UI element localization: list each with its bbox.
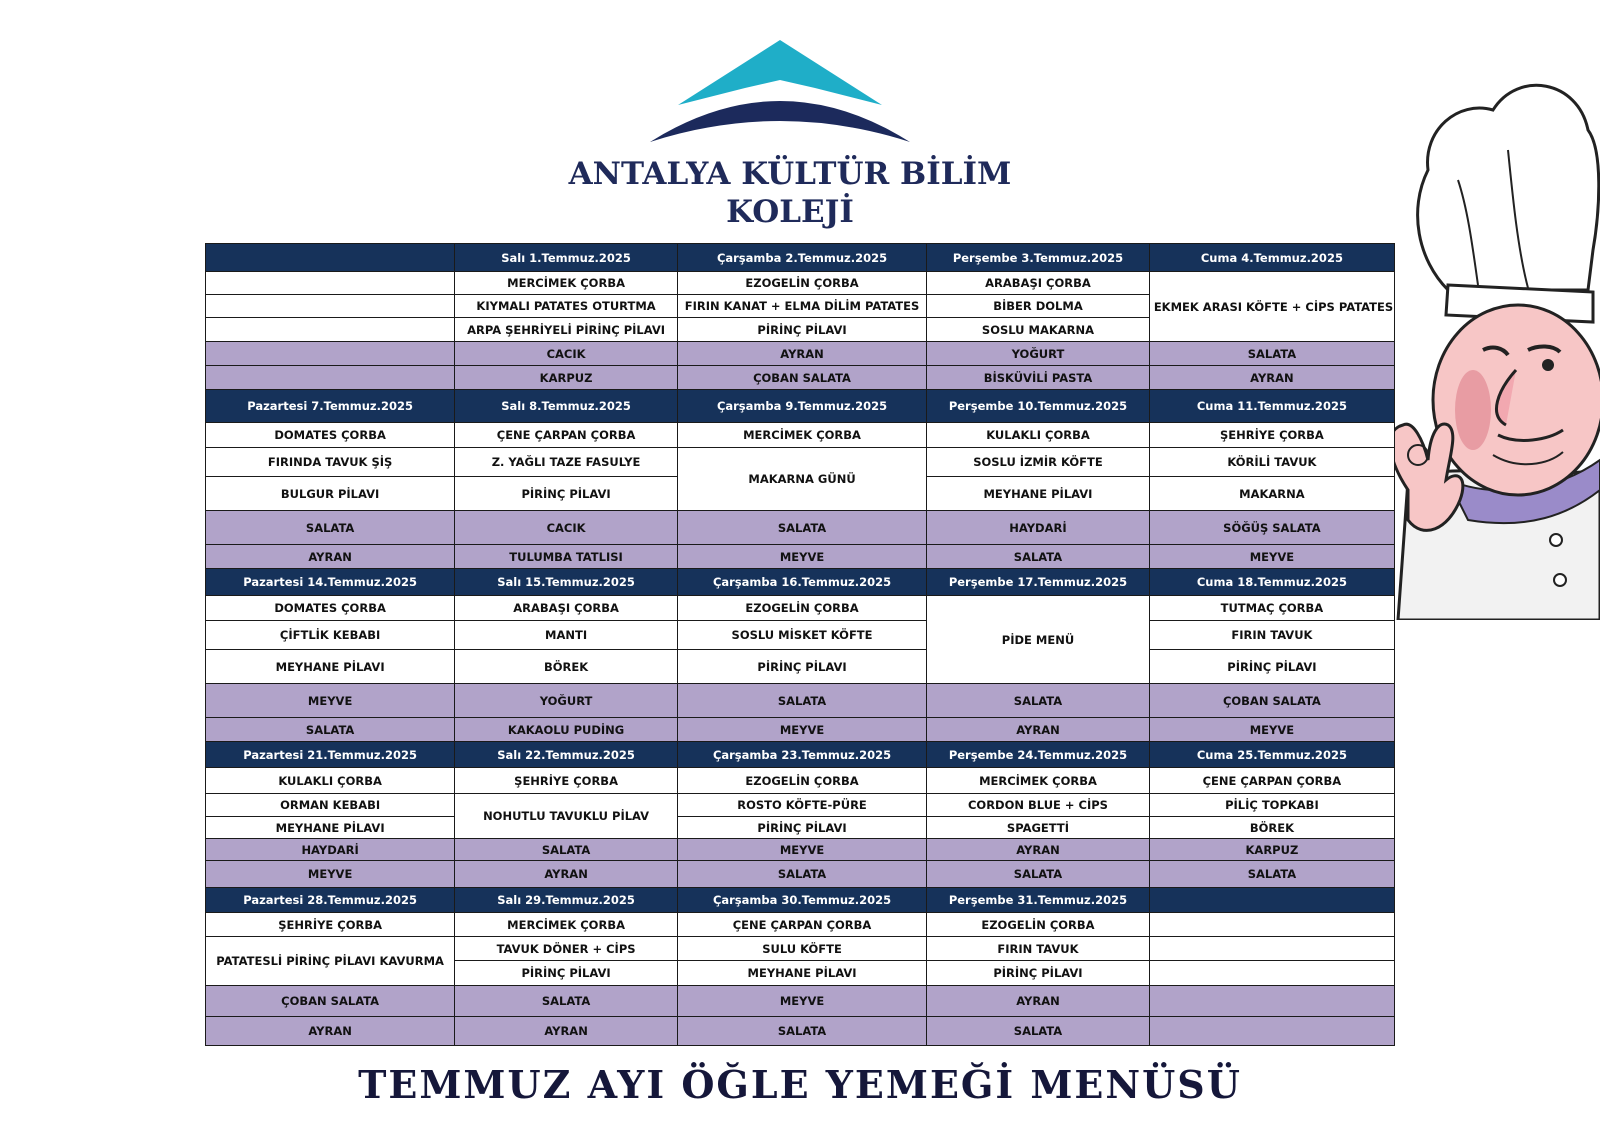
week-2-side2-row	[206, 545, 1395, 569]
menu-cell: SALATA	[1149, 342, 1394, 366]
menu-cell-merged: NOHUTLU TAVUKLU PİLAV	[455, 794, 678, 839]
menu-cell: MERCİMEK ÇORBA	[677, 423, 926, 448]
menu-cell: CACIK	[455, 511, 678, 545]
week-4-third-row	[206, 817, 1395, 839]
menu-cell: PİRİNÇ PİLAVI	[927, 961, 1150, 986]
menu-cell: FIRINDA TAVUK ŞİŞ	[206, 448, 455, 477]
week-2-side1-row	[206, 511, 1395, 545]
menu-cell: PİRİNÇ PİLAVI	[455, 961, 678, 986]
day-header: Cuma 25.Temmuz.2025	[1149, 742, 1394, 768]
week-3-soup-row	[206, 596, 1395, 621]
week-4-side2-row	[206, 861, 1395, 888]
menu-cell: SALATA	[677, 861, 926, 888]
menu-cell	[1149, 913, 1394, 937]
menu-cell: FIRIN TAVUK	[1149, 621, 1394, 650]
menu-cell: SALATA	[927, 545, 1150, 569]
menu-cell: SALATA	[927, 1017, 1150, 1046]
week-3-side2-row	[206, 718, 1395, 742]
menu-cell-merged: PATATESLİ PİRİNÇ PİLAVI KAVURMA	[206, 937, 455, 986]
menu-cell: ARABAŞI ÇORBA	[927, 272, 1150, 295]
week-4-side1-row	[206, 839, 1395, 861]
menu-cell: PİRİNÇ PİLAVI	[455, 477, 678, 511]
day-header: Perşembe 3.Temmuz.2025	[927, 244, 1150, 272]
menu-cell: Z. YAĞLI TAZE FASULYE	[455, 448, 678, 477]
menu-cell: MEYVE	[206, 861, 455, 888]
day-header: Salı 29.Temmuz.2025	[455, 888, 678, 913]
menu-cell: MERCİMEK ÇORBA	[455, 272, 678, 295]
day-header: Salı 8.Temmuz.2025	[455, 390, 678, 423]
menu-cell: PİRİNÇ PİLAVI	[1149, 650, 1394, 684]
menu-cell: AYRAN	[927, 718, 1150, 742]
menu-cell: AYRAN	[927, 839, 1150, 861]
menu-cell: MANTI	[455, 621, 678, 650]
menu-cell: KAKAOLU PUDİNG	[455, 718, 678, 742]
menu-cell: SALATA	[1149, 861, 1394, 888]
menu-cell: ÇOBAN SALATA	[677, 366, 926, 390]
week-2-main-row	[206, 448, 1395, 477]
menu-cell: ŞEHRİYE ÇORBA	[206, 913, 455, 937]
menu-cell: EZOGELİN ÇORBA	[677, 596, 926, 621]
day-header: Salı 22.Temmuz.2025	[455, 742, 678, 768]
day-header: Pazartesi 14.Temmuz.2025	[206, 569, 455, 596]
menu-cell: KÖRİLİ TAVUK	[1149, 448, 1394, 477]
week-3-third-row	[206, 650, 1395, 684]
menu-cell: ŞEHRİYE ÇORBA	[455, 768, 678, 794]
menu-table	[205, 243, 1395, 1046]
menu-cell: KARPUZ	[1149, 839, 1394, 861]
menu-cell: PİRİNÇ PİLAVI	[677, 318, 926, 342]
menu-cell: AYRAN	[1149, 366, 1394, 390]
menu-cell: MEYVE	[1149, 545, 1394, 569]
day-header: Perşembe 24.Temmuz.2025	[927, 742, 1150, 768]
menu-cell: BULGUR PİLAVI	[206, 477, 455, 511]
day-header: Pazartesi 7.Temmuz.2025	[206, 390, 455, 423]
menu-cell	[1149, 986, 1394, 1017]
day-header: Cuma 18.Temmuz.2025	[1149, 569, 1394, 596]
menu-cell: KARPUZ	[455, 366, 678, 390]
menu-cell	[1149, 937, 1394, 961]
menu-cell: SALATA	[455, 839, 678, 861]
menu-cell: BÖREK	[455, 650, 678, 684]
menu-cell	[206, 272, 455, 295]
menu-cell: CORDON BLUE + CİPS	[927, 794, 1150, 817]
menu-cell: AYRAN	[206, 1017, 455, 1046]
menu-cell: YOĞURT	[455, 684, 678, 718]
menu-cell	[206, 342, 455, 366]
menu-cell: MEYVE	[677, 986, 926, 1017]
menu-cell: MERCİMEK ÇORBA	[455, 913, 678, 937]
menu-cell: ARABAŞI ÇORBA	[455, 596, 678, 621]
menu-cell: SPAGETTİ	[927, 817, 1150, 839]
menu-cell: BÖREK	[1149, 817, 1394, 839]
menu-cell: SALATA	[206, 511, 455, 545]
menu-cell: MEYVE	[677, 718, 926, 742]
day-header: Çarşamba 23.Temmuz.2025	[677, 742, 926, 768]
menu-cell: SÖĞÜŞ SALATA	[1149, 511, 1394, 545]
day-header	[206, 244, 455, 272]
week-4-soup-row	[206, 768, 1395, 794]
day-header: Cuma 4.Temmuz.2025	[1149, 244, 1394, 272]
menu-cell-merged: PİDE MENÜ	[927, 596, 1150, 684]
menu-cell-merged: MAKARNA GÜNÜ	[677, 448, 926, 511]
menu-cell: KIYMALI PATATES OTURTMA	[455, 295, 678, 318]
menu-cell: TUTMAÇ ÇORBA	[1149, 596, 1394, 621]
menu-cell: PİLİÇ TOPKABI	[1149, 794, 1394, 817]
menu-cell: MEYVE	[206, 684, 455, 718]
day-header: Çarşamba 9.Temmuz.2025	[677, 390, 926, 423]
day-header: Cuma 11.Temmuz.2025	[1149, 390, 1394, 423]
day-header: Pazartesi 21.Temmuz.2025	[206, 742, 455, 768]
day-header: Çarşamba 30.Temmuz.2025	[677, 888, 926, 913]
day-header: Perşembe 17.Temmuz.2025	[927, 569, 1150, 596]
menu-cell: ÇOBAN SALATA	[206, 986, 455, 1017]
week-1-side1-row	[206, 342, 1395, 366]
day-header: Salı 1.Temmuz.2025	[455, 244, 678, 272]
menu-cell: MERCİMEK ÇORBA	[927, 768, 1150, 794]
week-3-side1-row	[206, 684, 1395, 718]
logo-roof-teal	[678, 40, 882, 105]
menu-cell: FIRIN TAVUK	[927, 937, 1150, 961]
menu-cell: SALATA	[677, 684, 926, 718]
menu-cell: MEYHANE PİLAVI	[677, 961, 926, 986]
menu-cell: HAYDARİ	[927, 511, 1150, 545]
menu-cell: MEYHANE PİLAVI	[206, 650, 455, 684]
week-1-soup-row	[206, 272, 1395, 295]
menu-cell: SULU KÖFTE	[677, 937, 926, 961]
menu-cell: MAKARNA	[1149, 477, 1394, 511]
day-header: Çarşamba 2.Temmuz.2025	[677, 244, 926, 272]
menu-cell	[206, 318, 455, 342]
day-header: Perşembe 31.Temmuz.2025	[927, 888, 1150, 913]
week-1-header-row	[206, 244, 1395, 272]
menu-cell: ÇİFTLİK KEBABI	[206, 621, 455, 650]
chef-illustration	[1388, 60, 1600, 620]
menu-cell: YOĞURT	[927, 342, 1150, 366]
menu-cell: DOMATES ÇORBA	[206, 596, 455, 621]
menu-cell: AYRAN	[206, 545, 455, 569]
menu-cell: AYRAN	[927, 986, 1150, 1017]
menu-cell: ÇENE ÇARPAN ÇORBA	[455, 423, 678, 448]
menu-cell: AYRAN	[455, 1017, 678, 1046]
menu-title: TEMMUZ AYI ÖĞLE YEMEĞİ MENÜSÜ	[358, 1062, 1242, 1107]
week-4-main-row	[206, 794, 1395, 817]
menu-cell: PİRİNÇ PİLAVI	[677, 650, 926, 684]
week-5-main-row	[206, 937, 1395, 961]
week-3-main-row	[206, 621, 1395, 650]
week-4-header-row	[206, 742, 1395, 768]
menu-cell: SALATA	[927, 861, 1150, 888]
menu-cell: KULAKLI ÇORBA	[927, 423, 1150, 448]
menu-cell: ŞEHRİYE ÇORBA	[1149, 423, 1394, 448]
menu-cell	[206, 366, 455, 390]
menu-cell: MEYVE	[677, 839, 926, 861]
day-header: Çarşamba 16.Temmuz.2025	[677, 569, 926, 596]
menu-cell	[1149, 961, 1394, 986]
school-logo	[650, 30, 930, 150]
menu-cell: SALATA	[927, 684, 1150, 718]
menu-cell: CACIK	[455, 342, 678, 366]
menu-cell: SOSLU İZMİR KÖFTE	[927, 448, 1150, 477]
menu-cell: DOMATES ÇORBA	[206, 423, 455, 448]
school-name	[560, 155, 1020, 231]
menu-cell: ÇENE ÇARPAN ÇORBA	[1149, 768, 1394, 794]
menu-cell: ÇENE ÇARPAN ÇORBA	[677, 913, 926, 937]
menu-cell: EZOGELİN ÇORBA	[677, 272, 926, 295]
week-5-soup-row	[206, 913, 1395, 937]
menu-cell: MEYHANE PİLAVI	[927, 477, 1150, 511]
school-name-line2: KOLEJİ	[726, 194, 854, 230]
week-2-soup-row	[206, 423, 1395, 448]
menu-cell: KULAKLI ÇORBA	[206, 768, 455, 794]
menu-cell: FIRIN KANAT + ELMA DİLİM PATATES	[677, 295, 926, 318]
menu-cell: MEYVE	[677, 545, 926, 569]
menu-cell: TULUMBA TATLISI	[455, 545, 678, 569]
menu-cell: BİBER DOLMA	[927, 295, 1150, 318]
week-5-header-row	[206, 888, 1395, 913]
menu-cell: EZOGELİN ÇORBA	[927, 913, 1150, 937]
menu-cell: AYRAN	[455, 861, 678, 888]
menu-cell-merged: EKMEK ARASI KÖFTE + CİPS PATATES	[1149, 272, 1394, 342]
menu-cell: SOSLU MAKARNA	[927, 318, 1150, 342]
logo-arc-navy	[650, 101, 910, 142]
week-1-side2-row	[206, 366, 1395, 390]
menu-cell	[1149, 1017, 1394, 1046]
school-name-line1: ANTALYA KÜLTÜR BİLİM	[568, 156, 1012, 192]
menu-cell: SALATA	[206, 718, 455, 742]
menu-cell: SALATA	[677, 511, 926, 545]
menu-cell: MEYHANE PİLAVI	[206, 817, 455, 839]
week-5-side1-row	[206, 986, 1395, 1017]
menu-cell: EZOGELİN ÇORBA	[677, 768, 926, 794]
menu-cell: AYRAN	[677, 342, 926, 366]
menu-cell: ORMAN KEBABI	[206, 794, 455, 817]
day-header	[1149, 888, 1394, 913]
day-header: Pazartesi 28.Temmuz.2025	[206, 888, 455, 913]
week-5-side2-row	[206, 1017, 1395, 1046]
menu-cell: SOSLU MİSKET KÖFTE	[677, 621, 926, 650]
day-header: Perşembe 10.Temmuz.2025	[927, 390, 1150, 423]
menu-cell: TAVUK DÖNER + CİPS	[455, 937, 678, 961]
menu-cell: SALATA	[455, 986, 678, 1017]
menu-cell: MEYVE	[1149, 718, 1394, 742]
menu-cell: ARPA ŞEHRİYELİ PİRİNÇ PİLAVI	[455, 318, 678, 342]
menu-cell: ROSTO KÖFTE-PÜRE	[677, 794, 926, 817]
menu-cell: SALATA	[677, 1017, 926, 1046]
week-2-header-row	[206, 390, 1395, 423]
menu-cell: HAYDARİ	[206, 839, 455, 861]
day-header: Salı 15.Temmuz.2025	[455, 569, 678, 596]
menu-cell	[206, 295, 455, 318]
menu-cell: PİRİNÇ PİLAVI	[677, 817, 926, 839]
menu-cell: ÇOBAN SALATA	[1149, 684, 1394, 718]
week-3-header-row	[206, 569, 1395, 596]
menu-cell: BİSKÜVİLİ PASTA	[927, 366, 1150, 390]
